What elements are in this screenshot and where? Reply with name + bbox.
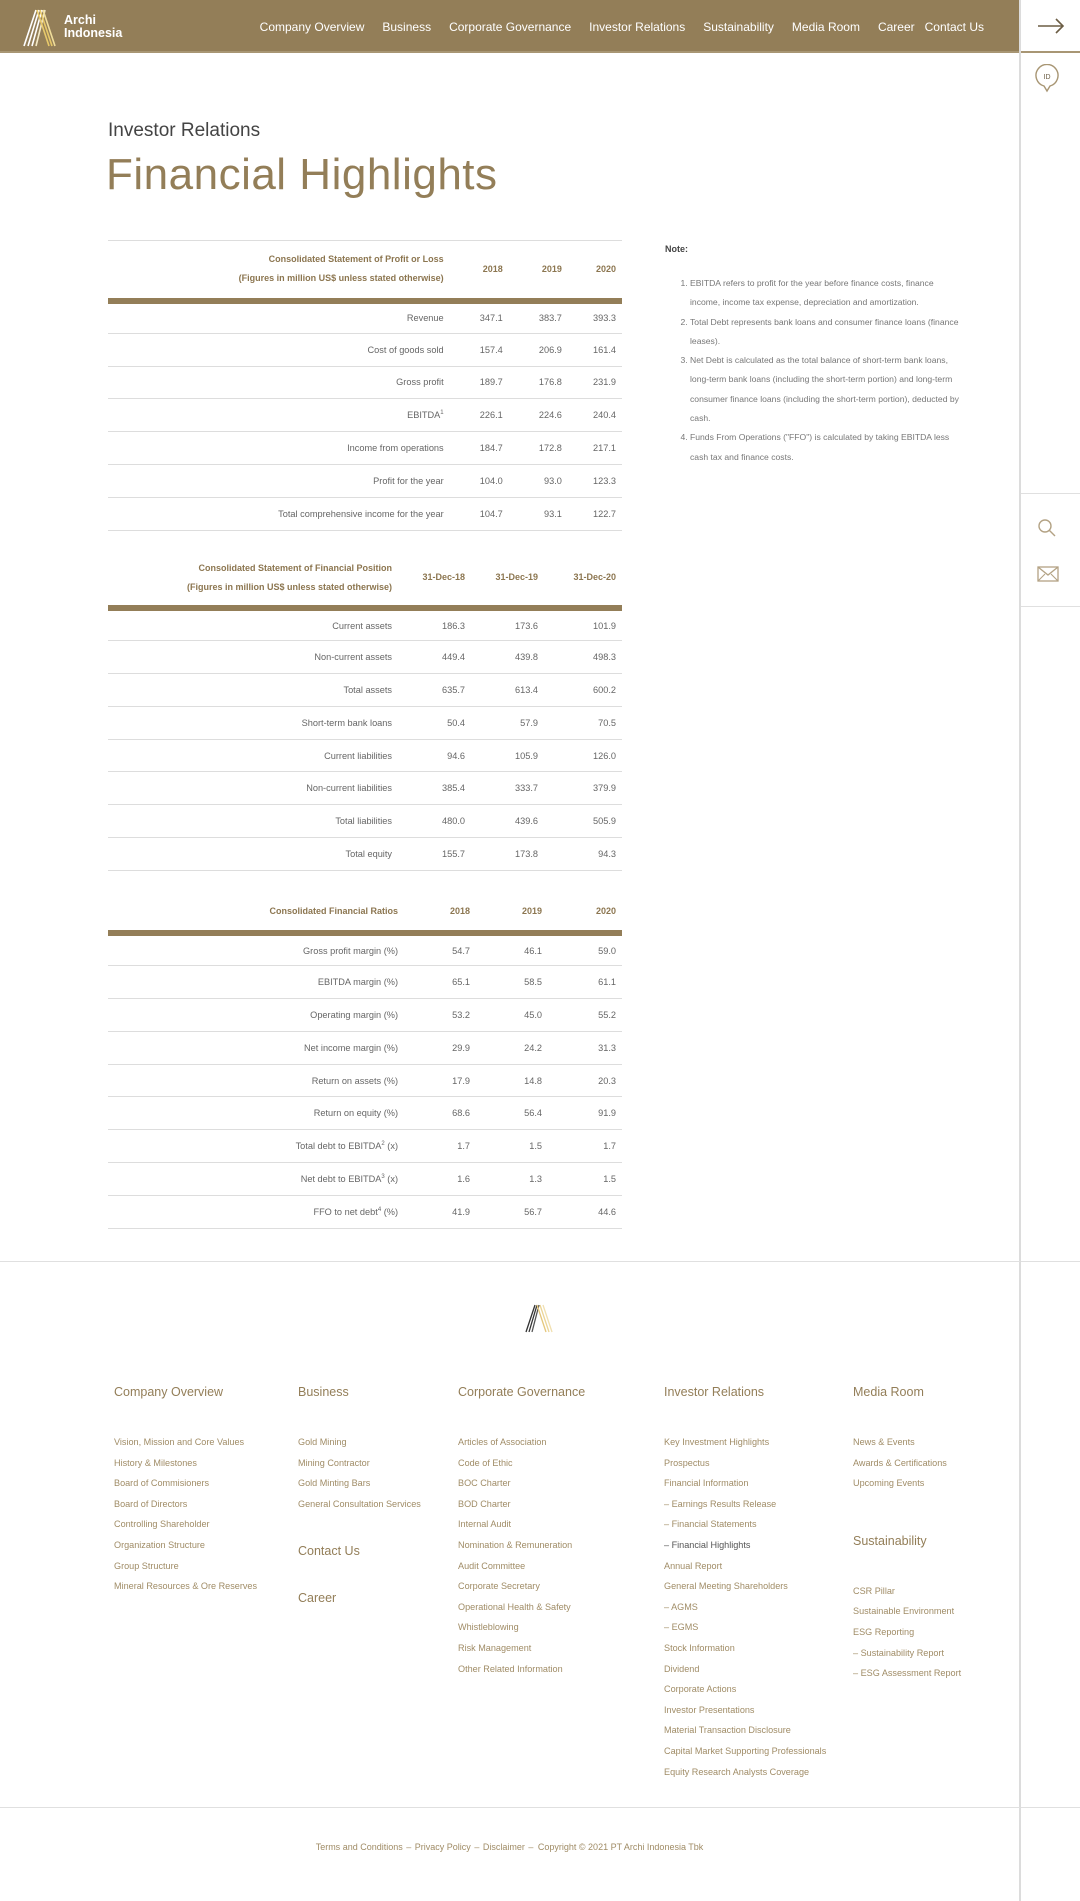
main-nav	[260, 0, 984, 53]
table-row	[108, 1130, 622, 1163]
cell-value: 226.1	[444, 399, 503, 432]
footer-link[interactable]: Prospectus	[664, 1457, 710, 1468]
rail-divider	[1021, 606, 1080, 607]
footer-link[interactable]: – Earnings Results Release	[664, 1498, 777, 1509]
cell-value: 613.4	[465, 674, 538, 707]
note-item: 4. Funds From Operations ("FFO") is calculated by taking EBITDA less cash tax and finance costs.	[690, 428, 965, 467]
rail-divider	[1021, 1261, 1080, 1262]
row-label-unit: (%)	[381, 1206, 398, 1217]
note-item: 3. Net Debt is calculated as the total balance of short-term bank loans, long-term bank loans (including the short-term portion) and long-term consumer finance loans (including the short-term portion), deducted by cash.	[690, 351, 965, 428]
footer-link[interactable]: Mineral Resources & Ore Reserves	[114, 1581, 258, 1592]
footer-link[interactable]: Financial Information	[664, 1478, 749, 1489]
footnote-marker: 3	[381, 1173, 385, 1180]
row-label-text: Current assets	[332, 620, 392, 631]
footnote-marker: 4	[377, 1206, 382, 1213]
row-label	[108, 1130, 398, 1163]
footer-link[interactable]: Mining Contractor	[298, 1457, 370, 1468]
table-row	[108, 674, 622, 707]
table-row	[108, 608, 622, 641]
column-header: 2018	[398, 893, 470, 933]
table-row	[108, 1195, 622, 1228]
table-row	[108, 933, 622, 966]
section-label: Investor Relations	[108, 120, 261, 141]
row-label	[108, 1195, 398, 1228]
note-item: 2. Total Debt represents bank loans and consumer finance loans (finance leases).	[690, 313, 965, 352]
brand-logo[interactable]	[20, 6, 122, 48]
notes-list	[665, 274, 965, 467]
cell-value: 439.6	[465, 805, 538, 838]
footer-link[interactable]: Gold Mining	[298, 1437, 347, 1447]
footer-links	[853, 1581, 961, 1684]
terms-link[interactable]: Terms and Conditions	[315, 1842, 403, 1852]
row-label-text: Profit for the year	[373, 475, 444, 486]
row-label	[108, 966, 398, 999]
disclaimer-link[interactable]: Disclaimer	[482, 1842, 525, 1852]
cell-value: 50.4	[392, 706, 465, 739]
footer-heading-corporate-governance[interactable]: Corporate Governance	[458, 1385, 586, 1399]
nav-business[interactable]: Business	[382, 19, 432, 34]
footer-column-company-overview	[114, 1385, 257, 1597]
row-label	[108, 333, 444, 366]
cell-value: 383.7	[503, 301, 562, 334]
cell-value: 173.8	[465, 838, 538, 871]
row-label-unit: (%)	[381, 1075, 398, 1086]
row-label-unit: (x)	[384, 1141, 398, 1152]
footer-link[interactable]: Upcoming Events	[853, 1478, 925, 1489]
table-row	[108, 1097, 622, 1130]
footer-link[interactable]: Articles of Association	[458, 1437, 547, 1447]
footer-link[interactable]: ESG Reporting	[853, 1626, 915, 1637]
footer-link[interactable]: Gold Minting Bars	[298, 1478, 371, 1489]
cell-value: 53.2	[398, 999, 470, 1032]
row-label	[108, 1097, 398, 1130]
table-row	[108, 301, 622, 334]
cell-value: 206.9	[503, 333, 562, 366]
cell-value: 59.0	[542, 933, 622, 966]
language-code: ID	[1043, 74, 1051, 81]
cell-value: 189.7	[444, 366, 503, 399]
row-label	[108, 497, 444, 530]
row-label	[108, 999, 398, 1032]
footer-link[interactable]: Vision, Mission and Core Values	[114, 1437, 245, 1447]
footer-heading-company-overview[interactable]: Company Overview	[114, 1385, 224, 1399]
table-row	[108, 641, 622, 674]
row-label	[108, 838, 392, 871]
financial-ratios-body	[108, 933, 622, 1228]
cell-value: 1.7	[398, 1130, 470, 1163]
cell-value: 161.4	[562, 333, 622, 366]
top-navigation-bar	[0, 0, 1020, 53]
table-row	[108, 432, 622, 465]
cell-value: 600.2	[538, 674, 622, 707]
row-label-text: Net debt to EBITDA	[300, 1173, 382, 1184]
cell-value: 41.9	[398, 1195, 470, 1228]
row-label	[108, 1031, 398, 1064]
cell-value: 172.8	[503, 432, 562, 465]
footer-link[interactable]: Group Structure	[114, 1560, 179, 1571]
cell-value: 104.7	[444, 497, 503, 530]
footer-heading-investor-relations[interactable]: Investor Relations	[664, 1385, 765, 1399]
note-item: 1. EBITDA refers to profit for the year before finance costs, finance income, income tax expense, depreciation and amortization.	[690, 274, 965, 313]
table-row	[108, 1163, 622, 1196]
cell-value: 1.5	[470, 1130, 542, 1163]
footer-link[interactable]: History & Milestones	[114, 1457, 197, 1468]
footer-link[interactable]: Equity Research Analysts Coverage	[664, 1766, 810, 1777]
separator: –	[528, 1842, 534, 1852]
language-pin-icon	[1035, 64, 1059, 94]
footer-link[interactable]: General Consultation Services	[298, 1498, 421, 1509]
column-header: 2020	[562, 241, 622, 301]
nav-contact-us[interactable]: Contact Us	[924, 19, 984, 34]
footer-links	[664, 1432, 826, 1782]
cell-value: 173.6	[465, 608, 538, 641]
cell-value: 480.0	[392, 805, 465, 838]
row-label-text: Total liabilities	[335, 816, 392, 827]
cell-value: 94.6	[392, 739, 465, 772]
brand-name	[64, 14, 122, 40]
profit-loss-table	[108, 240, 622, 531]
table-row	[108, 1031, 622, 1064]
row-label	[108, 739, 392, 772]
cell-value: 231.9	[562, 366, 622, 399]
cell-value: 65.1	[398, 966, 470, 999]
cell-value: 101.9	[538, 608, 622, 641]
table-row	[108, 838, 622, 871]
footer-logo-icon	[524, 1303, 556, 1333]
cell-value: 56.4	[470, 1097, 542, 1130]
nav-company-overview[interactable]: Company Overview	[259, 19, 365, 34]
cell-value: 45.0	[470, 999, 542, 1032]
cell-value: 1.6	[398, 1163, 470, 1196]
row-label	[108, 1163, 398, 1196]
row-label-text: Current liabilities	[324, 750, 392, 761]
search-button[interactable]	[1037, 518, 1057, 538]
nav-corporate-governance[interactable]: Corporate Governance	[449, 19, 572, 34]
row-label-text: Total assets	[343, 684, 392, 695]
column-header: 2020	[542, 893, 622, 933]
cell-value: 14.8	[470, 1064, 542, 1097]
cell-value: 157.4	[444, 333, 503, 366]
footer-link[interactable]: Code of Ethic	[458, 1457, 513, 1468]
cell-value: 46.1	[470, 933, 542, 966]
rail-divider	[1021, 493, 1080, 494]
table-row	[108, 706, 622, 739]
nav-media-room[interactable]: Media Room	[791, 19, 860, 34]
footer-heading-business[interactable]: Business	[298, 1385, 349, 1399]
cell-value: 93.0	[503, 464, 562, 497]
row-label-text: Non-current liabilities	[306, 783, 392, 794]
profit-loss-body	[108, 301, 622, 531]
column-header: 2018	[444, 241, 503, 301]
row-label-text: Return on assets	[311, 1075, 382, 1086]
cell-value: 70.5	[538, 706, 622, 739]
cell-value: 68.6	[398, 1097, 470, 1130]
footer-link[interactable]: Corporate Secretary	[458, 1581, 540, 1592]
row-label-text: Non-current assets	[314, 652, 392, 663]
cell-value: 505.9	[538, 805, 622, 838]
footer-link[interactable]: Sustainable Environment	[853, 1606, 955, 1617]
row-label-text: Income from operations	[347, 443, 444, 454]
table-row	[108, 739, 622, 772]
cell-value: 176.8	[503, 366, 562, 399]
privacy-link[interactable]: Privacy Policy	[414, 1842, 471, 1852]
footer-link[interactable]: Awards & Certifications	[853, 1457, 947, 1468]
footer-heading-sustainability[interactable]: Sustainability	[853, 1533, 927, 1548]
footer-link[interactable]: Stock Information	[664, 1642, 735, 1653]
language-switch-button[interactable]	[1035, 64, 1059, 94]
archi-logo-icon	[20, 6, 62, 48]
row-label	[108, 432, 444, 465]
footer-column-media-room	[853, 1385, 961, 1684]
row-label-text: FFO to net debt	[313, 1206, 378, 1217]
footer-heading-contact-us[interactable]: Contact Us	[298, 1544, 360, 1559]
cell-value: 122.7	[562, 497, 622, 530]
cell-value: 58.5	[470, 966, 542, 999]
row-label-text: Total equity	[345, 848, 392, 859]
cell-value: 240.4	[562, 399, 622, 432]
cell-value: 224.6	[503, 399, 562, 432]
row-label	[108, 641, 392, 674]
footnote-marker: 1	[440, 410, 444, 417]
row-label-text: Total comprehensive income for the year	[278, 508, 444, 519]
footer-links	[458, 1432, 585, 1679]
cell-value: 94.3	[538, 838, 622, 871]
row-label-text: Operating margin	[310, 1009, 382, 1020]
footer-divider	[0, 1261, 1020, 1262]
cell-value: 57.9	[465, 706, 538, 739]
cell-value: 186.3	[392, 608, 465, 641]
cell-value: 54.7	[398, 933, 470, 966]
legal-bar	[0, 1842, 1020, 1852]
cell-value: 20.3	[542, 1064, 622, 1097]
cell-value: 498.3	[538, 641, 622, 674]
row-label-text: Short-term bank loans	[301, 717, 392, 728]
mail-icon	[1037, 565, 1059, 583]
row-label-text: EBITDA margin	[317, 977, 382, 988]
footer-link[interactable]: Investor Presentations	[664, 1704, 755, 1715]
cell-value: 29.9	[398, 1031, 470, 1064]
notes-panel	[665, 244, 965, 467]
footer-link[interactable]: Dividend	[664, 1663, 700, 1674]
separator: –	[474, 1842, 480, 1852]
cell-value: 1.3	[470, 1163, 542, 1196]
page-title: Financial Highlights	[106, 150, 498, 199]
table-row	[108, 1064, 622, 1097]
cell-value: 1.5	[542, 1163, 622, 1196]
footer-link[interactable]: Key Investment Highlights	[664, 1437, 770, 1447]
row-label-unit: (%)	[381, 945, 398, 956]
row-label-text: Return on equity	[313, 1108, 382, 1119]
table-row	[108, 399, 622, 432]
cell-value: 93.1	[503, 497, 562, 530]
footer-links	[853, 1432, 961, 1494]
footer-link[interactable]: – EGMS	[664, 1622, 699, 1633]
footer-heading-career[interactable]: Career	[298, 1591, 337, 1606]
cell-value: 17.9	[398, 1064, 470, 1097]
table-subtitle-text: (Figures in million US$ unless stated otherwise)	[186, 581, 392, 592]
row-label	[108, 805, 392, 838]
footer-link[interactable]: Board of Directors	[114, 1498, 188, 1509]
brand-name-line2: Indonesia	[64, 26, 123, 40]
table-row	[108, 966, 622, 999]
table-header-row	[108, 893, 622, 933]
row-label-text: Gross profit margin	[303, 945, 382, 956]
row-label	[108, 933, 398, 966]
row-label-unit: (%)	[381, 1042, 398, 1053]
nav-career[interactable]: Career	[877, 19, 915, 34]
footer-links	[114, 1432, 257, 1597]
row-label	[108, 772, 392, 805]
footer-link[interactable]: – Financial Statements	[664, 1519, 757, 1530]
table-row	[108, 333, 622, 366]
cell-value: 91.9	[542, 1097, 622, 1130]
cell-value: 347.1	[444, 301, 503, 334]
footer-column-corporate-governance	[458, 1385, 585, 1679]
rail-divider	[1021, 1807, 1080, 1808]
cell-value: 56.7	[470, 1195, 542, 1228]
footer-link[interactable]: News & Events	[853, 1437, 915, 1447]
cell-value: 104.0	[444, 464, 503, 497]
financial-position-body	[108, 608, 622, 870]
table-row	[108, 366, 622, 399]
table-row	[108, 497, 622, 530]
row-label-text: Cost of goods sold	[367, 344, 444, 355]
row-label	[108, 1064, 398, 1097]
search-icon	[1037, 518, 1057, 538]
row-label	[108, 674, 392, 707]
cell-value: 635.7	[392, 674, 465, 707]
cell-value: 126.0	[538, 739, 622, 772]
footer-link[interactable]: BOD Charter	[458, 1498, 511, 1509]
cell-value: 385.4	[392, 772, 465, 805]
cell-value: 217.1	[562, 432, 622, 465]
footer-link[interactable]: Annual Report	[664, 1560, 723, 1571]
footer-link[interactable]: – Financial Highlights	[664, 1539, 751, 1550]
row-label-unit: (%)	[381, 1009, 398, 1020]
row-label	[108, 301, 444, 334]
table-subtitle-text: (Figures in million US$ unless stated otherwise)	[238, 273, 444, 284]
separator: –	[406, 1842, 412, 1852]
footer-link[interactable]: Internal Audit	[458, 1519, 512, 1530]
column-header: 31-Dec-18	[392, 550, 465, 608]
open-menu-button[interactable]	[1021, 0, 1080, 53]
cell-value: 44.6	[542, 1195, 622, 1228]
table-title-text: Consolidated Statement of Profit or Loss	[268, 254, 444, 265]
cell-value: 1.7	[542, 1130, 622, 1163]
mail-button[interactable]	[1037, 565, 1059, 583]
nav-investor-relations[interactable]: Investor Relations	[589, 19, 686, 34]
table-title: Consolidated Financial Ratios	[108, 893, 398, 933]
footer-heading-media-room[interactable]: Media Room	[853, 1385, 924, 1399]
arrow-right-icon	[1037, 18, 1065, 34]
footer-bottom-divider	[0, 1807, 1020, 1808]
cell-value: 55.2	[542, 999, 622, 1032]
brand-name-line1: Archi	[64, 13, 96, 27]
row-label-unit: (%)	[381, 1108, 398, 1119]
cell-value: 24.2	[470, 1031, 542, 1064]
row-label	[108, 366, 444, 399]
table-header-row	[108, 241, 622, 301]
table-row	[108, 772, 622, 805]
table-title	[108, 550, 392, 608]
footer-link[interactable]: Organization Structure	[114, 1539, 205, 1550]
column-header: 31-Dec-20	[538, 550, 622, 608]
footer-link[interactable]: – Sustainability Report	[853, 1647, 944, 1658]
financial-ratios-table	[108, 893, 622, 1229]
table-title	[108, 241, 444, 301]
row-label-text: Net income margin	[304, 1042, 382, 1053]
cell-value: 379.9	[538, 772, 622, 805]
footer-link[interactable]: – AGMS	[664, 1601, 698, 1612]
footer-link[interactable]: Whistleblowing	[458, 1622, 519, 1633]
footer-column-business	[298, 1385, 421, 1605]
footer-link[interactable]: General Meeting Shareholders	[664, 1581, 788, 1592]
footer-link[interactable]: Operational Health & Safety	[458, 1601, 571, 1612]
footer-link[interactable]: CSR Pillar	[853, 1585, 895, 1596]
row-label-text: EBITDA	[407, 410, 441, 421]
footer-link[interactable]: Board of Commisioners	[114, 1478, 210, 1489]
row-label	[108, 706, 392, 739]
row-label-text: Gross profit	[396, 377, 444, 388]
footer-link[interactable]: – ESG Assessment Report	[853, 1668, 962, 1679]
footer-link[interactable]: Nomination & Remuneration	[458, 1539, 573, 1550]
column-header: 2019	[503, 241, 562, 301]
cell-value: 123.3	[562, 464, 622, 497]
footer-link[interactable]: Capital Market Supporting Professionals	[664, 1745, 827, 1756]
row-label-unit: (x)	[384, 1173, 398, 1184]
nav-sustainability[interactable]: Sustainability	[703, 19, 774, 34]
row-label	[108, 608, 392, 641]
table-row	[108, 805, 622, 838]
cell-value: 31.3	[542, 1031, 622, 1064]
row-label	[108, 399, 444, 432]
cell-value: 449.4	[392, 641, 465, 674]
footer-link[interactable]: BOC Charter	[458, 1478, 511, 1489]
footnote-marker: 2	[381, 1141, 385, 1148]
footer-links	[298, 1432, 421, 1514]
footer-link[interactable]: Audit Committee	[458, 1560, 526, 1571]
table-title-text: Consolidated Statement of Financial Position	[198, 562, 392, 573]
cell-value: 393.3	[562, 301, 622, 334]
row-label-text: Revenue	[406, 313, 444, 324]
footer-link[interactable]: Controlling Shareholder	[114, 1519, 210, 1530]
column-header: 31-Dec-19	[465, 550, 538, 608]
copyright-text: Copyright © 2021 PT Archi Indonesia Tbk	[537, 1842, 704, 1852]
financial-position-table	[108, 550, 622, 871]
cell-value: 61.1	[542, 966, 622, 999]
footer-link[interactable]: Corporate Actions	[664, 1684, 737, 1695]
cell-value: 439.8	[465, 641, 538, 674]
cell-value: 184.7	[444, 432, 503, 465]
cell-value: 155.7	[392, 838, 465, 871]
table-row	[108, 999, 622, 1032]
row-label-text: Total debt to EBITDA	[295, 1141, 382, 1152]
cell-value: 333.7	[465, 772, 538, 805]
footer-column-investor-relations	[664, 1385, 826, 1782]
table-header-row	[108, 550, 622, 608]
notes-title: Note:	[665, 244, 688, 254]
column-header: 2019	[470, 893, 542, 933]
footer-link[interactable]: Material Transaction Disclosure	[664, 1725, 791, 1736]
footer-link[interactable]: Other Related Information	[458, 1663, 563, 1674]
cell-value: 105.9	[465, 739, 538, 772]
right-side-rail	[1019, 0, 1080, 1901]
row-label	[108, 464, 444, 497]
row-label-unit: (%)	[381, 977, 398, 988]
footer-link[interactable]: Risk Management	[458, 1642, 532, 1653]
table-row	[108, 464, 622, 497]
